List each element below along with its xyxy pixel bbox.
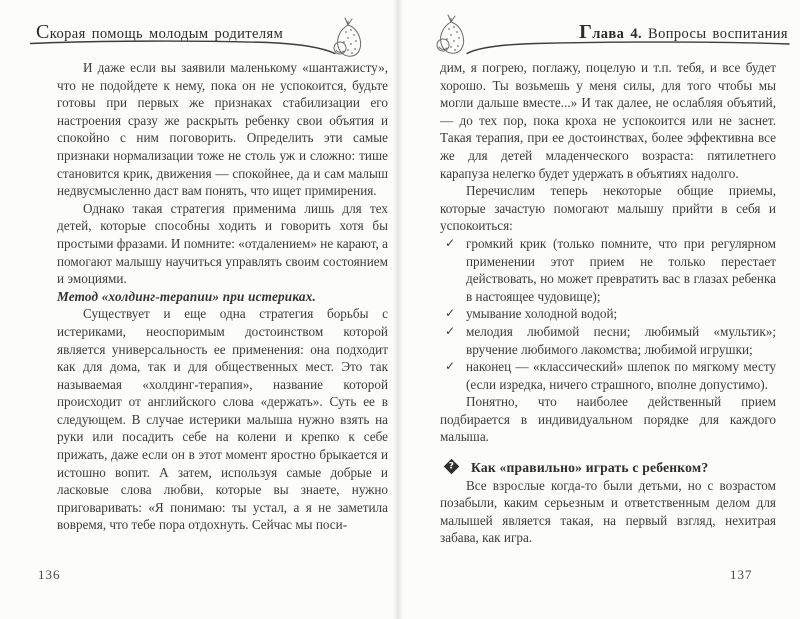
checklist-item — [440, 235, 776, 305]
check-icon: ✓ — [445, 323, 456, 338]
checklist-item-text: мелодия любимой песни; любимый «мультик»; вручение любимого лакомства; любимой игрушки; — [466, 323, 776, 357]
paragraph-continuation: дим, я погрею, поглажу, поцелую и т.п. тебя, и все будет хорошо. Ты возьмешь у меня силы, для того чтобы мы могли дальше вместе...» И так далее, не ослабляя объятий, — до тех пор, пока кроха не успокоится или не заснет. Такая терапия, при ее достоинствах, более эффективна все же для детей младенческого возраста: пятилетнего карапуза нелегко будет удержать в объятиях надолго. — [440, 60, 776, 181]
page-number-right: 137 — [730, 567, 753, 582]
page-gutter — [393, 0, 403, 619]
checklist-item-text: умывание холодной водой; — [466, 306, 618, 322]
page-number-left: 136 — [38, 567, 61, 582]
checklist-item-text: наконец — «классический» шлепок по мягкому месту (если изредка, ничего страшного, вполне допустимо). — [466, 359, 776, 392]
paragraph: И даже если вы заявили маленькому «шантажисту», что не подойдете к нему, пока он не успокоится, будьте готовы при первых же признаках стабилизации его настроения сразу же раскрыть ребенку свои объятия и спокойно с ним поговорить. Определить эти самые признаки нормализации тоже не столь уж и сложно: тише становится крик, движения — спокойнее, да и сам малыш недвусмысленно даст вам понять, что ищет примирения. — [57, 60, 388, 199]
paragraph: Все взрослые когда-то были детьми, но с возрастом позабыли, каким серьезным и ответственным делом для малышей является такая, на первый взгляд, нехитрая забава, как игра. — [440, 477, 776, 546]
left-text-column — [57, 59, 388, 534]
checklist-item-text: громкий крик (только помните, что при регулярном применении этот прием не только перестает действовать, но может превратить вас в глазах ребенка в настоящее чудовище); — [466, 235, 776, 304]
paragraph: Однако такая стратегия применима лишь для тех детей, которые способны ходить и говорить хотя бы простыми фразами. И помните: «отдалением» не карают, а помогают малышу научиться управлять своим состоянием и эмоциями. — [57, 200, 388, 287]
question-diamond-icon — [444, 459, 460, 475]
checklist-item — [440, 358, 776, 393]
question-heading-text: Как «правильно» играть с ребенком? — [471, 460, 709, 476]
section-label: Вопросы воспитания — [648, 26, 788, 42]
chapter-dropcap: Г — [579, 21, 593, 43]
paragraph: Существует и еще одна стратегия борьбы с истериками, неоспоримым достоинством которой является универсальность ее применения: она подходит как для дома, так и для общественных мест. Это так называемая «холдинг-терапия», название которой происходит от английского слова «держать». Суть ее в следующем. В случае истерики малыша нужно взять на руки или посадить себе на колени и крепко к себе прижать, даже если он в этот момент яростно брыкается и истошно вопит. А затем, используя самые добрые и ласковые слова любви, которые вы знаете, нужно приговаривать: «Я понимаю: ты устал, а я не заметила вовремя, что тебе пора отдохнуть. Сейчас мы поси- — [57, 306, 388, 533]
chapter-label: Глава 4. — [579, 21, 642, 43]
running-head-dropcap: С — [36, 21, 50, 43]
paragraph: Перечислим теперь некоторые общие приемы, которые зачастую помогают малышу прийти в себя и успокоиться: — [440, 183, 776, 234]
method-heading: Метод «холдинг-терапии» при истериках. — [57, 288, 316, 304]
running-head-text: корая помощь молодым родителям — [49, 26, 284, 42]
question-mark-glyph: ? — [448, 461, 455, 472]
check-icon: ✓ — [445, 235, 456, 250]
checklist-item — [440, 323, 776, 358]
header-rule-right — [466, 38, 790, 58]
right-text-column — [440, 59, 776, 547]
check-icon: ✓ — [445, 306, 456, 321]
stork-bundle-doodle-icon — [330, 16, 368, 60]
header-rule-left — [30, 38, 336, 58]
check-icon: ✓ — [445, 359, 456, 374]
checklist-item — [440, 305, 776, 323]
question-heading — [440, 459, 776, 477]
paragraph: Понятно, что наиболее действенный прием подбирается в индивидуальном порядке для каждого малыша. — [440, 394, 776, 445]
